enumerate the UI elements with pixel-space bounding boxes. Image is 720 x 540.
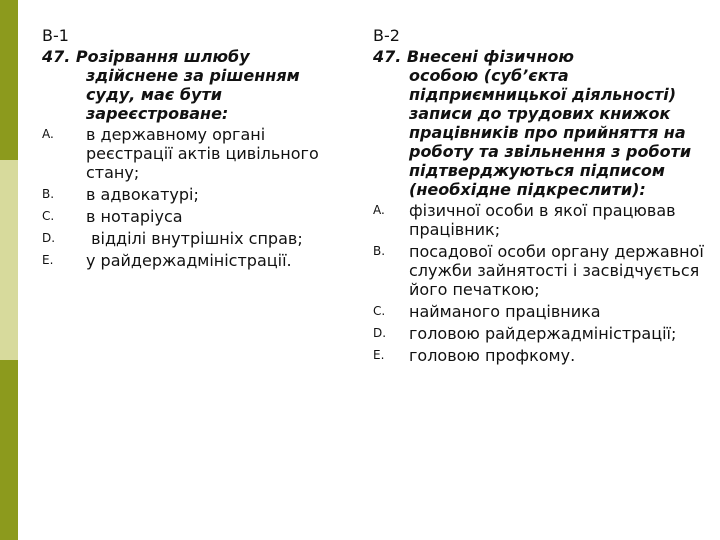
variant-label: В-2 (373, 26, 400, 45)
option-letter: D. (373, 326, 387, 340)
option-letter: D. (42, 231, 56, 245)
option-a (373, 201, 713, 239)
option-text: фізичної особи в якої працював працівник; (409, 201, 676, 239)
option-text: відділі внутрішніх справ; (86, 229, 303, 248)
option-text: найманого працівника (409, 302, 601, 321)
option-letter: E. (373, 348, 385, 362)
option-b (373, 242, 713, 299)
right-column (373, 20, 713, 368)
option-text: у райдержадміністрації. (86, 251, 292, 270)
option-letter: C. (373, 304, 386, 318)
option-letter: B. (373, 244, 386, 258)
option-e (42, 251, 352, 270)
option-letter: B. (42, 187, 55, 201)
option-list (373, 201, 713, 365)
question-first-line: Внесені фізичною (406, 47, 574, 66)
question-number: 47. (42, 47, 71, 66)
option-text: в нотаріуса (86, 207, 183, 226)
question-number: 47. (373, 47, 402, 66)
option-c (373, 302, 713, 321)
option-e (373, 346, 713, 365)
option-d (373, 324, 713, 343)
option-text: посадової особи органу державної служби зайнятості і засвідчується його печаткою; (409, 242, 704, 299)
left-column (42, 20, 352, 273)
option-letter: E. (42, 253, 54, 267)
option-text: в адвокатурі; (86, 185, 199, 204)
option-text: головою профкому. (409, 346, 576, 365)
question-heading (373, 47, 713, 199)
question-text: здійснене за рішенням суду, має бути зареєстроване: (86, 66, 300, 123)
option-letter: A. (42, 127, 54, 141)
question-heading (42, 47, 352, 123)
decorative-sidebar-middle (0, 160, 18, 360)
option-d (42, 229, 352, 248)
question-text: особою (суб’єкта підприємницької діяльності) записи до трудових книжок працівників про прийняття на роботу та звільнення з роботи підтверджуються підписом (необхідне підкреслити): (409, 66, 692, 199)
option-b (42, 185, 352, 204)
decorative-sidebar-top (0, 0, 18, 160)
option-a (42, 125, 352, 182)
option-list (42, 125, 352, 270)
option-letter: C. (42, 209, 55, 223)
option-text: в державному органі реєстрації актів цивільного стану; (86, 125, 319, 182)
option-letter: A. (373, 203, 385, 217)
question-first-line: Розірвання шлюбу (75, 47, 250, 66)
option-text: головою райдержадміністрації; (409, 324, 677, 343)
option-c (42, 207, 352, 226)
variant-label: В-1 (42, 26, 69, 45)
decorative-sidebar-bottom (0, 360, 18, 540)
